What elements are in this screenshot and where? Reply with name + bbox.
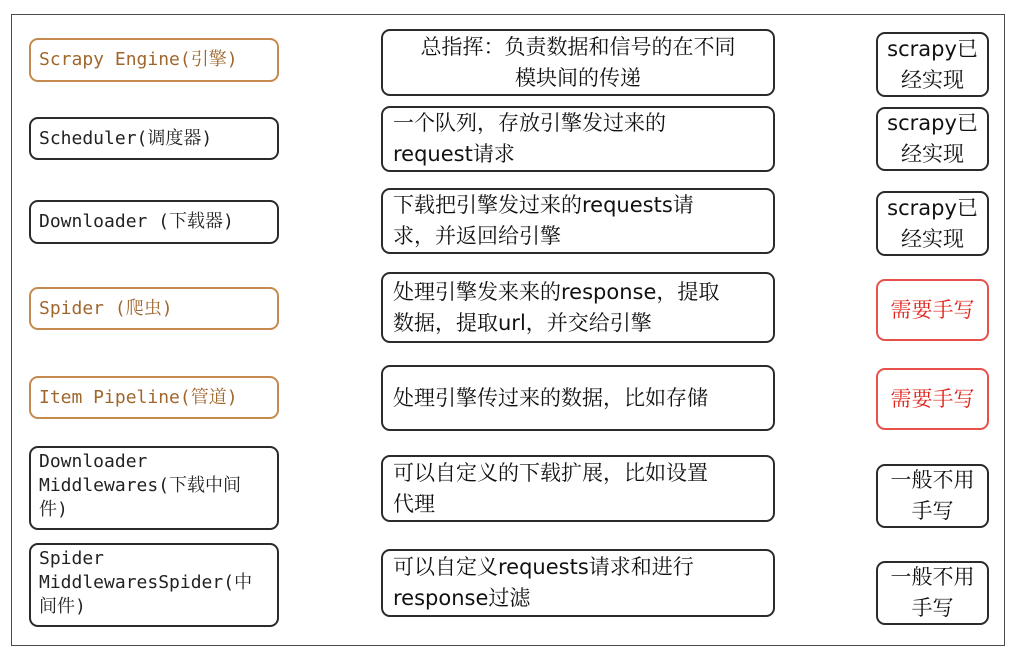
status-downloader-middlewares: 一般不用 手写 [876, 464, 989, 528]
status-spider-middlewares: 一般不用 手写 [876, 561, 989, 625]
description-spider: 处理引擎发来来的response，提取 数据，提取url，并交给引擎 [381, 272, 775, 343]
status-item-pipeline: 需要手写 [876, 368, 989, 430]
component-item-pipeline: Item Pipeline(管道) [29, 376, 279, 419]
description-item-pipeline: 处理引擎传过来的数据，比如存储 [381, 365, 775, 431]
description-scrapy-engine: 总指挥：负责数据和信号的在不同 模块间的传递 [381, 29, 775, 96]
description-downloader-middlewares: 可以自定义的下载扩展，比如设置 代理 [381, 455, 775, 522]
component-spider-middlewares: Spider MiddlewaresSpider(中 间件) [29, 543, 279, 627]
status-scrapy-engine: scrapy已 经实现 [876, 32, 989, 97]
status-downloader: scrapy已 经实现 [876, 191, 989, 256]
description-scheduler: 一个队列，存放引擎发过来的 request请求 [381, 106, 775, 172]
component-downloader-middlewares: Downloader Middlewares(下载中间 件) [29, 446, 279, 530]
status-scheduler: scrapy已 经实现 [876, 107, 989, 171]
component-downloader: Downloader (下载器) [29, 200, 279, 244]
component-scheduler: Scheduler(调度器) [29, 117, 279, 160]
component-scrapy-engine: Scrapy Engine(引擎) [29, 38, 279, 82]
description-spider-middlewares: 可以自定义requests请求和进行 response过滤 [381, 549, 775, 617]
status-spider: 需要手写 [876, 279, 989, 341]
component-spider: Spider (爬虫) [29, 287, 279, 330]
description-downloader: 下载把引擎发过来的requests请 求，并返回给引擎 [381, 188, 775, 254]
